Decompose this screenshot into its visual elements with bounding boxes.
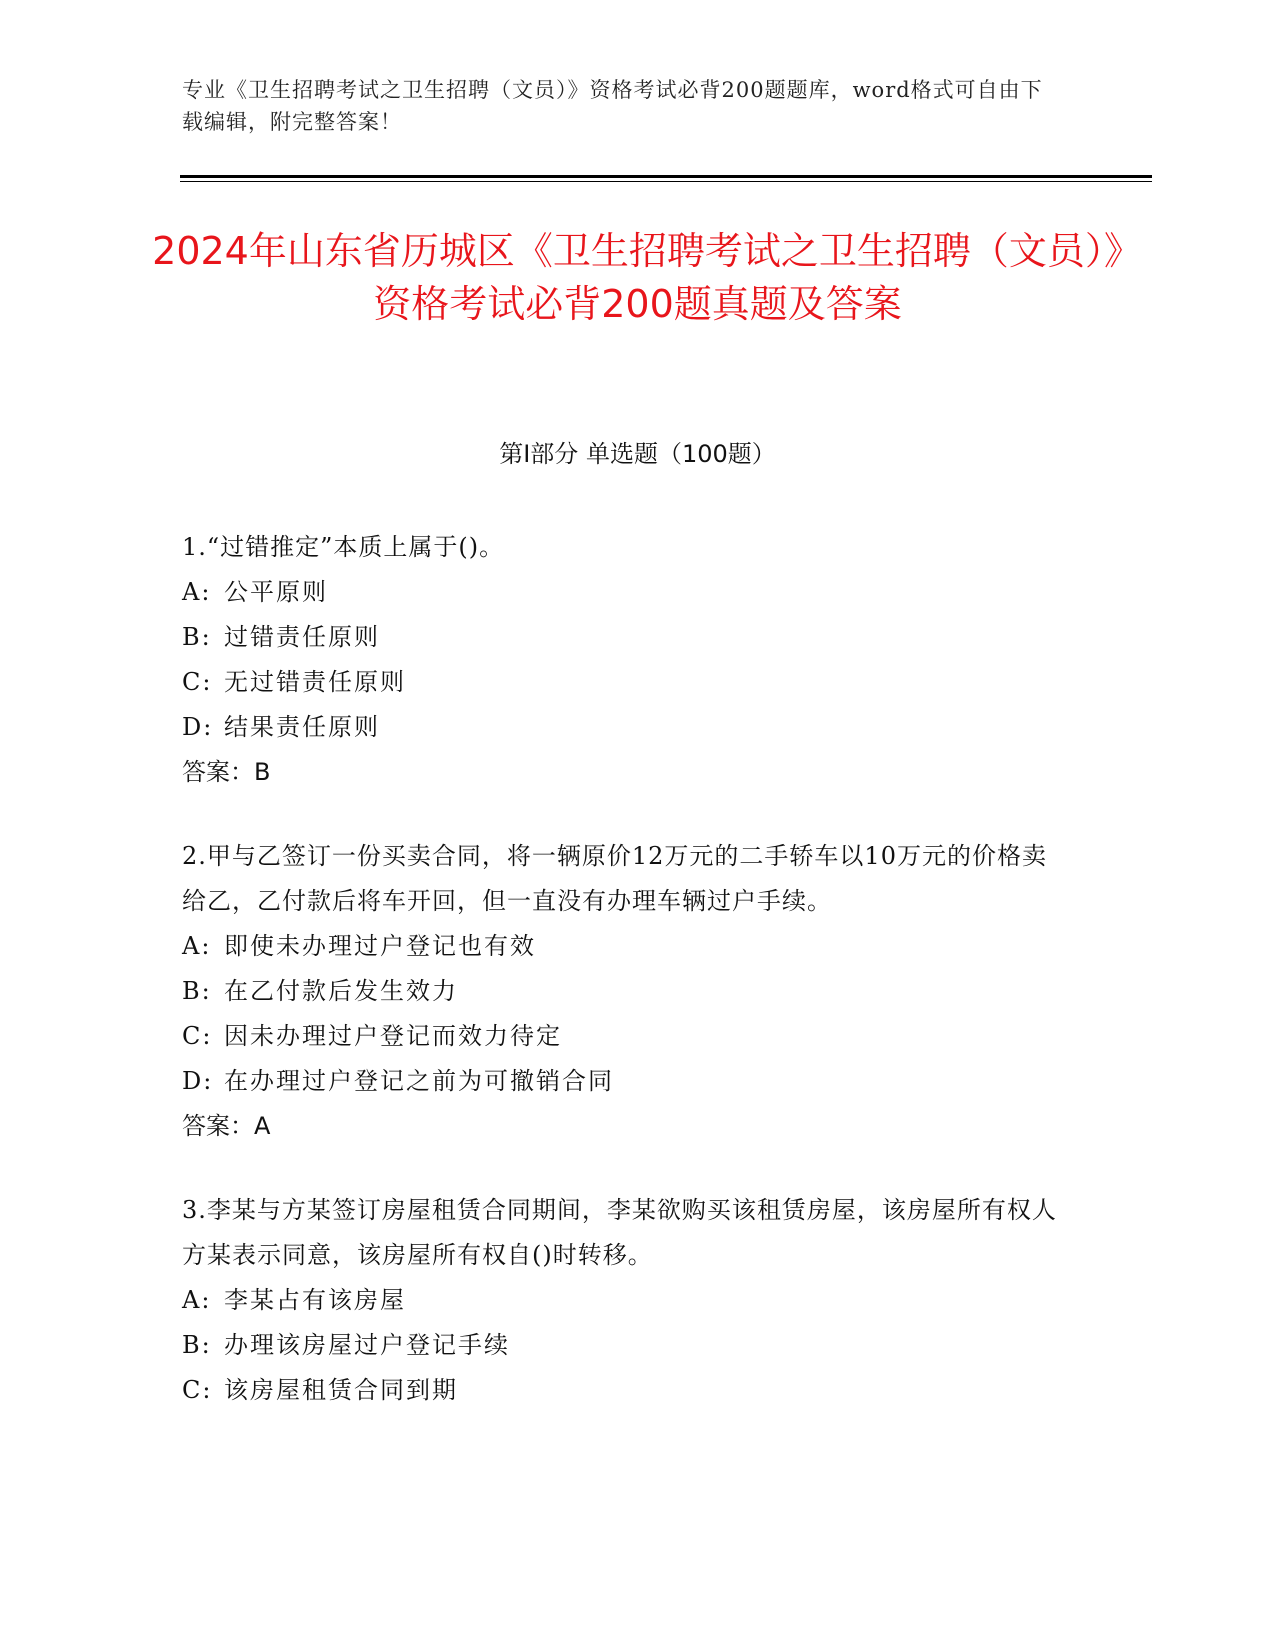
option-text: 在乙付款后发生效力 — [224, 977, 458, 1005]
header-rule-thick — [180, 175, 1152, 178]
option-c — [182, 660, 1062, 705]
option-a — [182, 924, 1062, 969]
option-key: A: — [182, 1286, 212, 1314]
option-b — [182, 969, 1062, 1014]
option-key: A: — [182, 932, 212, 960]
option-d — [182, 1059, 1062, 1104]
option-c — [182, 1014, 1062, 1059]
option-key: C: — [182, 1022, 213, 1050]
option-key: B: — [182, 623, 212, 651]
option-key: B: — [182, 1331, 212, 1359]
option-text: 在办理过户登记之前为可撤销合同 — [224, 1067, 614, 1095]
option-text: 该房屋租赁合同到期 — [224, 1376, 458, 1404]
option-d — [182, 705, 1062, 750]
question-1 — [182, 525, 1062, 795]
option-text: 公平原则 — [224, 578, 328, 606]
question-stem: 2.甲与乙签订一份买卖合同，将一辆原价12万元的二手轿车以10万元的价格卖给乙，乙付款后将车开回，但一直没有办理车辆过户手续。 — [182, 842, 1047, 915]
option-text: 办理该房屋过户登记手续 — [224, 1331, 510, 1359]
question-stem: 1.“过错推定”本质上属于()。 — [182, 533, 505, 561]
option-text: 即使未办理过户登记也有效 — [224, 932, 536, 960]
option-a — [182, 1278, 1062, 1323]
option-key: D: — [182, 1067, 214, 1095]
answer: 答案：B — [182, 758, 271, 786]
option-text: 李某占有该房屋 — [224, 1286, 406, 1314]
option-text: 因未办理过户登记而效力待定 — [224, 1022, 562, 1050]
option-key: A: — [182, 578, 212, 606]
question-2 — [182, 834, 1062, 1149]
header-note: 专业《卫生招聘考试之卫生招聘（文员）》资格考试必背200题题库，word格式可自由下载编辑，附完整答案！ — [182, 78, 1043, 134]
option-text: 无过错责任原则 — [224, 668, 406, 696]
answer: 答案：A — [182, 1112, 271, 1140]
option-key: D: — [182, 713, 214, 741]
option-a — [182, 570, 1062, 615]
section-title: 第I部分 单选题（100题） — [499, 440, 776, 468]
option-c — [182, 1368, 1062, 1413]
option-b — [182, 1323, 1062, 1368]
option-key: C: — [182, 1376, 213, 1404]
option-text: 结果责任原则 — [224, 713, 380, 741]
question-3 — [182, 1188, 1062, 1413]
option-b — [182, 615, 1062, 660]
question-list — [182, 525, 1062, 1452]
question-stem: 3.李某与方某签订房屋租赁合同期间，李某欲购买该租赁房屋，该房屋所有权人方某表示同意，该房屋所有权自()时转移。 — [182, 1196, 1057, 1269]
option-text: 过错责任原则 — [224, 623, 380, 651]
option-key: C: — [182, 668, 213, 696]
option-key: B: — [182, 977, 212, 1005]
header-rule-thin — [180, 181, 1152, 182]
document-title: 2024年山东省历城区《卫生招聘考试之卫生招聘（文员）》资格考试必背200题真题及答案 — [152, 229, 1123, 326]
